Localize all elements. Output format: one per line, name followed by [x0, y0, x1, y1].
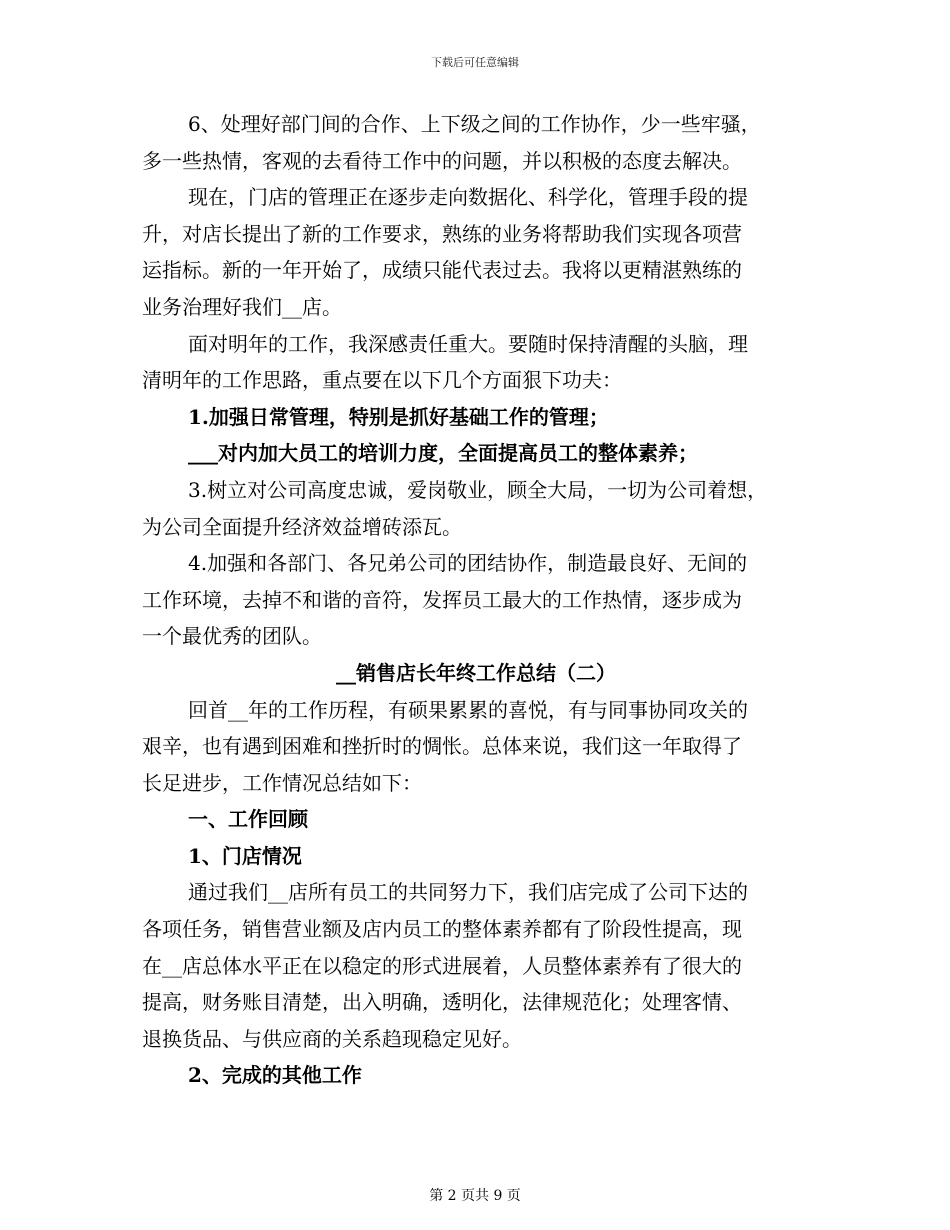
- page-header: 下载后可任意编辑: [431, 56, 519, 69]
- text-line: 1、门店情况: [188, 843, 302, 868]
- text-line: 清明年的工作思路，重点要在以下几个方面狠下功夫：: [142, 368, 622, 393]
- text-line: 1.加强日常管理，特别是抓好基础工作的管理；: [188, 404, 609, 429]
- text-line: 4.加强和各部门、各兄弟公司的团结协作，制造最良好、无间的: [188, 551, 748, 576]
- text-line: 多一些热情，客观的去看待工作中的问题，并以积极的态度去解决。: [142, 148, 742, 173]
- text-line: 艰辛，也有遇到困难和挫折时的惆怅。总体来说，我们这一年取得了: [142, 734, 742, 759]
- section-title: __销售店长年终工作总结（二）: [336, 660, 616, 685]
- document-body: [142, 106, 810, 1094]
- text-line: ___对内加大员工的培训力度，全面提高员工的整体素养；: [188, 441, 698, 466]
- text-line: 升，对店长提出了新的工作要求，熟练的业务将帮助我们实现各项营: [142, 221, 742, 246]
- text-line: 一、工作回顾: [188, 807, 308, 832]
- text-line: 面对明年的工作，我深感责任重大。要随时保持清醒的头脑，理: [188, 331, 748, 356]
- text-line: 退换货品、与供应商的关系趋现稳定见好。: [142, 1026, 522, 1051]
- text-line: 提高，财务账目清楚，出入明确，透明化，法律规范化；处理客情、: [142, 990, 742, 1015]
- text-line: 3.树立对公司高度忠诚，爱岗敬业，顾全大局，一切为公司着想，: [188, 477, 768, 502]
- text-line: 通过我们__店所有员工的共同努力下，我们店完成了公司下达的: [188, 880, 748, 905]
- text-line: 回首__年的工作历程，有硕果累累的喜悦，有与同事协同攻关的: [188, 697, 748, 722]
- text-line: 各项任务，销售营业额及店内员工的整体素养都有了阶段性提高，现: [142, 917, 742, 942]
- text-line: 工作环境，去掉不和谐的音符，发挥员工最大的工作热情，逐步成为: [142, 587, 742, 612]
- page-footer: 第 2 页共 9 页: [429, 1188, 521, 1204]
- text-line: 长足进步，工作情况总结如下：: [142, 770, 422, 795]
- text-line: 在__店总体水平正在以稳定的形式进展着，人员整体素养有了很大的: [142, 953, 742, 978]
- text-line: 现在，门店的管理正在逐步走向数据化、科学化，管理手段的提: [188, 185, 748, 210]
- text-line: 6、处理好部门间的合作、上下级之间的工作协作，少一些牢骚，: [188, 112, 761, 136]
- text-line: 为公司全面提升经济效益增砖添瓦。: [142, 514, 462, 539]
- text-line: 运指标。新的一年开始了，成绩只能代表过去。我将以更精湛熟练的: [142, 258, 742, 283]
- text-line: 2、完成的其他工作: [188, 1063, 362, 1088]
- text-line: 业务治理好我们__店。: [142, 294, 342, 319]
- text-line: 一个最优秀的团队。: [142, 624, 322, 649]
